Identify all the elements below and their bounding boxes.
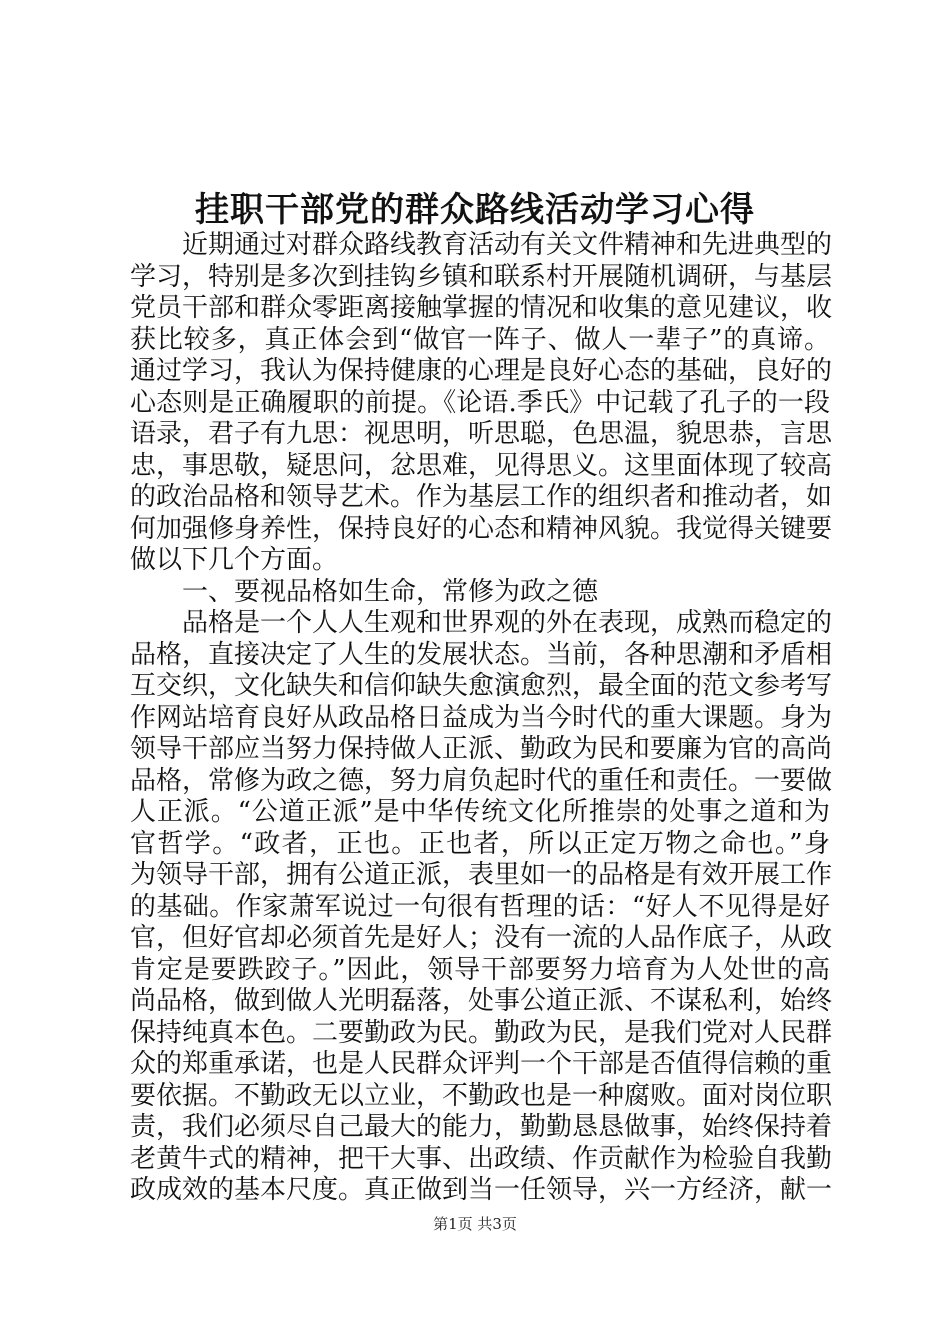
text-line: 官，但好官却必须首先是好人；没有一流的人品作底子，从政 [130, 923, 833, 953]
text-line: 人正派。“公道正派”是中华传统文化所推崇的处事之道和为 [130, 797, 830, 827]
document-title: 挂职干部党的群众路线活动学习心得 [195, 190, 755, 230]
text-line: 的政治品格和领导艺术。作为基层工作的组织者和推动者，如 [130, 482, 833, 512]
text-line: 的基础。作家萧军说过一句很有哲理的话：“好人不见得是好 [130, 891, 830, 922]
text-line: 肯定是要跌跤子。”因此，领导干部要努力培育为人处世的高 [130, 954, 830, 985]
document-body [130, 230, 833, 1207]
text-line: 作网站培育良好从政品格日益成为当今时代的重大课题。身为 [130, 702, 833, 733]
text-line: 官哲学。“政者，正也。正也者，所以正定万物之命也。”身 [130, 828, 830, 859]
text-line: 品格，直接决定了人生的发展状态。当前，各种思潮和矛盾相 [130, 639, 833, 670]
text-line: 忠，事思敬，疑思问，忿思难，见得思义。这里面体现了较高 [130, 450, 833, 481]
text-line: 心态则是正确履职的前提。《论语.季氏》中记载了孔子的一段 [130, 387, 830, 418]
text-line: 品格，常修为政之德，努力肩负起时代的重任和责任。一要做 [130, 765, 833, 796]
text-line: 品格是一个人人生观和世界观的外在表现，成熟而稳定的 [182, 608, 833, 638]
text-line: 要依据。不勤政无以立业，不勤政也是一种腐败。面对岗位职 [130, 1080, 833, 1111]
text-line: 做以下几个方面。 [130, 545, 339, 575]
text-line: 政成效的基本尺度。真正做到当一任领导，兴一方经济，献一 [130, 1175, 833, 1205]
text-line: 何加强修身养性，保持良好的心态和精神风貌。我觉得关键要 [130, 513, 833, 544]
page-number: 第1页 共3页 [433, 1215, 517, 1233]
text-line: 老黄牛式的精神，把干大事、出政绩、作贡献作为检验自我勤 [130, 1143, 833, 1174]
text-line: 互交织，文化缺失和信仰缺失愈演愈烈，最全面的范文参考写 [130, 671, 833, 701]
text-line: 近期通过对群众路线教育活动有关文件精神和先进典型的 [182, 230, 833, 260]
text-line: 为领导干部，拥有公道正派，表里如一的品格是有效开展工作 [130, 860, 833, 890]
text-line: 保持纯真本色。二要勤政为民。勤政为民，是我们党对人民群 [130, 1017, 833, 1048]
text-line: 责，我们必须尽自己最大的能力，勤勤恳恳做事，始终保持着 [130, 1112, 833, 1142]
text-line: 尚品格，做到做人光明磊落，处事公道正派、不谋私利，始终 [130, 986, 833, 1016]
text-line: 众的郑重承诺，也是人民群众评判一个干部是否值得信赖的重 [130, 1049, 833, 1079]
text-line: 通过学习，我认为保持健康的心理是良好心态的基础，良好的 [130, 356, 833, 386]
text-line: 学习，特别是多次到挂钩乡镇和联系村开展随机调研，与基层 [130, 261, 833, 292]
text-line: 党员干部和群众零距离接触掌握的情况和收集的意见建议，收 [130, 293, 833, 323]
text-line: 领导干部应当努力保持做人正派、勤政为民和要廉为官的高尚 [130, 734, 833, 764]
text-line: 获比较多，真正体会到“做官一阵子、做人一辈子”的真谛。 [130, 324, 830, 355]
text-line: 语录，君子有九思：视思明，听思聪，色思温，貌思恭，言思 [130, 419, 833, 449]
section-heading: 一、要视品格如生命，常修为政之德 [182, 576, 599, 607]
